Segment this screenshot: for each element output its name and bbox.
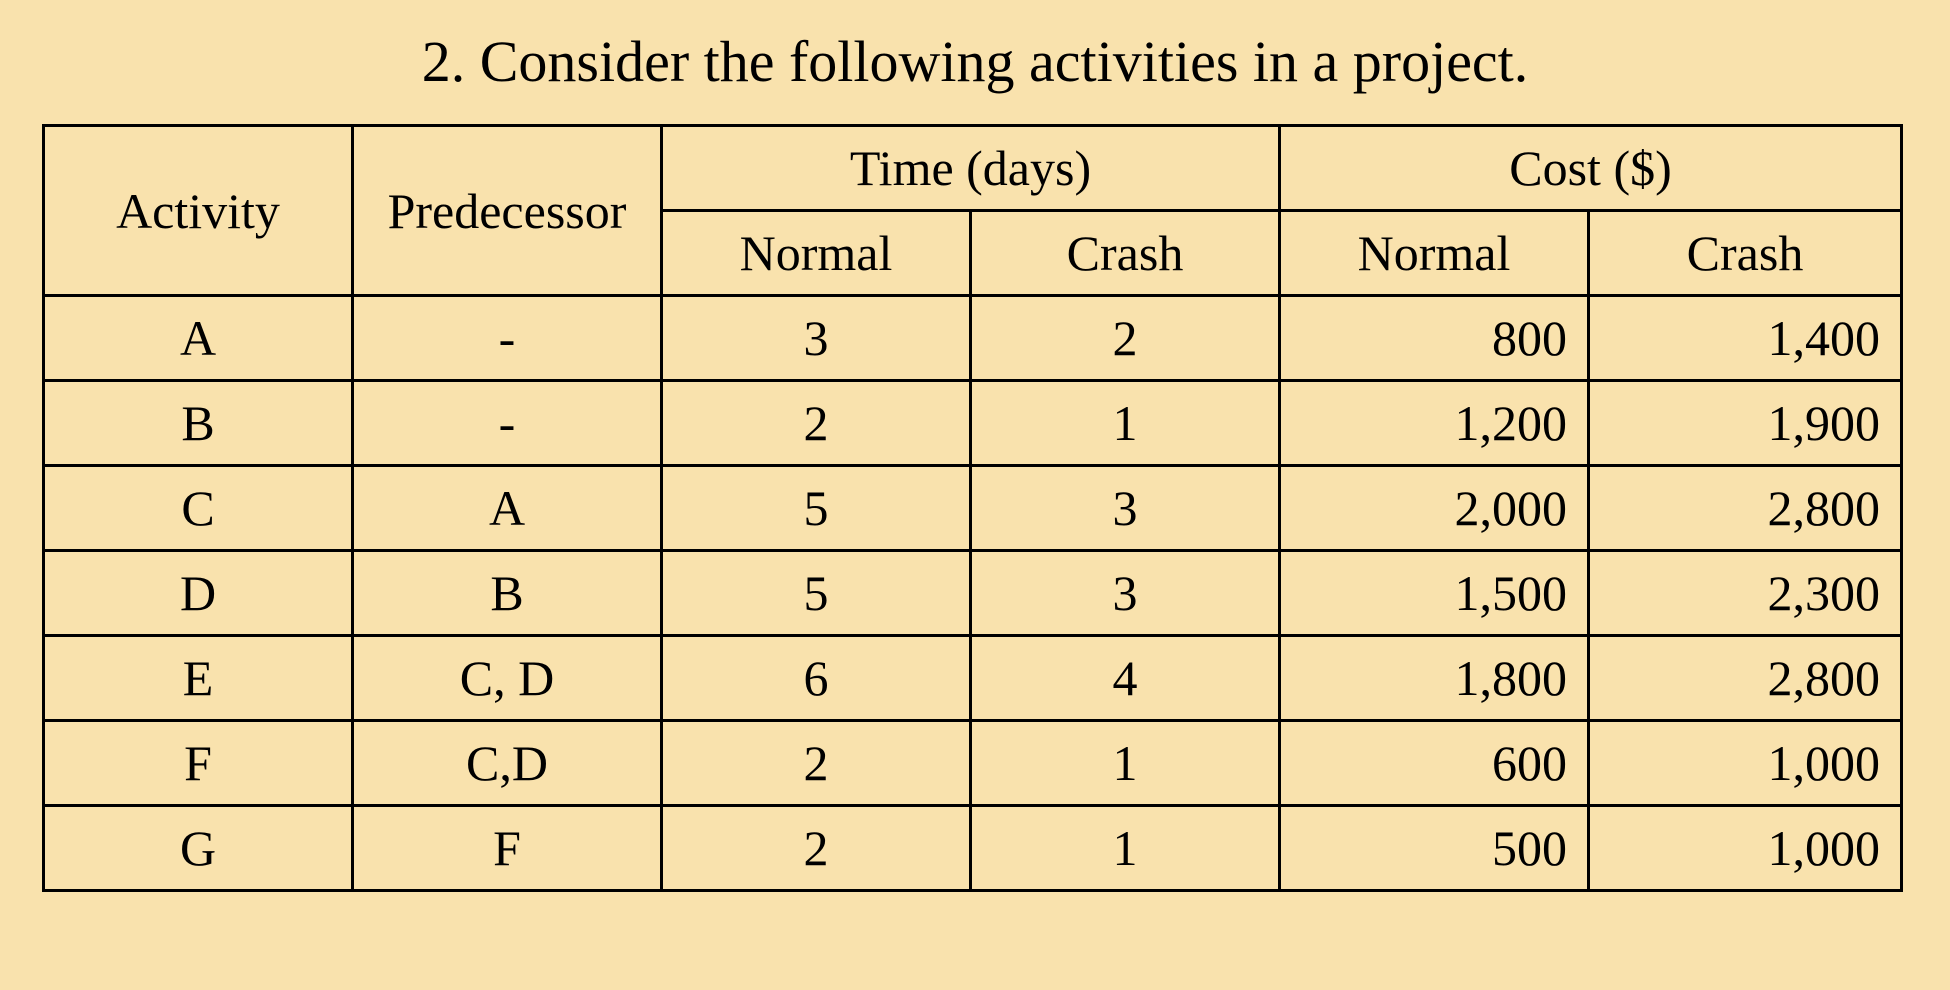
cell-cost-crash: 1,900	[1589, 381, 1902, 466]
table-row	[44, 381, 1902, 466]
cell-predecessor: -	[353, 381, 662, 466]
cell-cost-crash: 1,000	[1589, 721, 1902, 806]
cell-time-crash: 3	[971, 551, 1280, 636]
table-row	[44, 721, 1902, 806]
cell-time-normal: 2	[662, 806, 971, 891]
table-row	[44, 551, 1902, 636]
cell-predecessor: A	[353, 466, 662, 551]
cell-cost-crash: 2,800	[1589, 466, 1902, 551]
cell-cost-crash: 1,400	[1589, 296, 1902, 381]
cell-time-crash: 2	[971, 296, 1280, 381]
cell-activity: C	[44, 466, 353, 551]
cell-time-normal: 2	[662, 381, 971, 466]
cell-predecessor: C, D	[353, 636, 662, 721]
cell-activity: F	[44, 721, 353, 806]
header-cost-group: Cost ($)	[1280, 126, 1902, 211]
cell-activity: A	[44, 296, 353, 381]
activities-table	[42, 124, 1903, 892]
cell-cost-normal: 1,200	[1280, 381, 1589, 466]
cell-predecessor: -	[353, 296, 662, 381]
page-title: 2. Consider the following activities in a project.	[421, 29, 1529, 94]
header-predecessor: Predecessor	[353, 126, 662, 296]
table-row	[44, 466, 1902, 551]
cell-activity: D	[44, 551, 353, 636]
cell-predecessor: F	[353, 806, 662, 891]
cell-cost-normal: 600	[1280, 721, 1589, 806]
cell-cost-crash: 2,300	[1589, 551, 1902, 636]
cell-time-normal: 6	[662, 636, 971, 721]
cell-time-crash: 1	[971, 806, 1280, 891]
table-row	[44, 296, 1902, 381]
table-row	[44, 636, 1902, 721]
cell-time-crash: 3	[971, 466, 1280, 551]
table-body	[44, 296, 1902, 891]
cell-time-normal: 2	[662, 721, 971, 806]
cell-time-crash: 4	[971, 636, 1280, 721]
cell-activity: E	[44, 636, 353, 721]
cell-cost-normal: 1,500	[1280, 551, 1589, 636]
header-time-group: Time (days)	[662, 126, 1280, 211]
cell-cost-normal: 800	[1280, 296, 1589, 381]
header-activity: Activity	[44, 126, 353, 296]
header-cost-normal: Normal	[1280, 211, 1589, 296]
cell-cost-normal: 500	[1280, 806, 1589, 891]
cell-time-normal: 5	[662, 466, 971, 551]
cell-cost-crash: 1,000	[1589, 806, 1902, 891]
header-time-normal: Normal	[662, 211, 971, 296]
cell-time-crash: 1	[971, 721, 1280, 806]
cell-time-crash: 1	[971, 381, 1280, 466]
header-time-crash: Crash	[971, 211, 1280, 296]
cell-cost-normal: 2,000	[1280, 466, 1589, 551]
cell-time-normal: 3	[662, 296, 971, 381]
cell-activity: G	[44, 806, 353, 891]
cell-activity: B	[44, 381, 353, 466]
cell-time-normal: 5	[662, 551, 971, 636]
cell-predecessor: B	[353, 551, 662, 636]
header-cost-crash: Crash	[1589, 211, 1902, 296]
cell-predecessor: C,D	[353, 721, 662, 806]
cell-cost-normal: 1,800	[1280, 636, 1589, 721]
table-row	[44, 806, 1902, 891]
cell-cost-crash: 2,800	[1589, 636, 1902, 721]
